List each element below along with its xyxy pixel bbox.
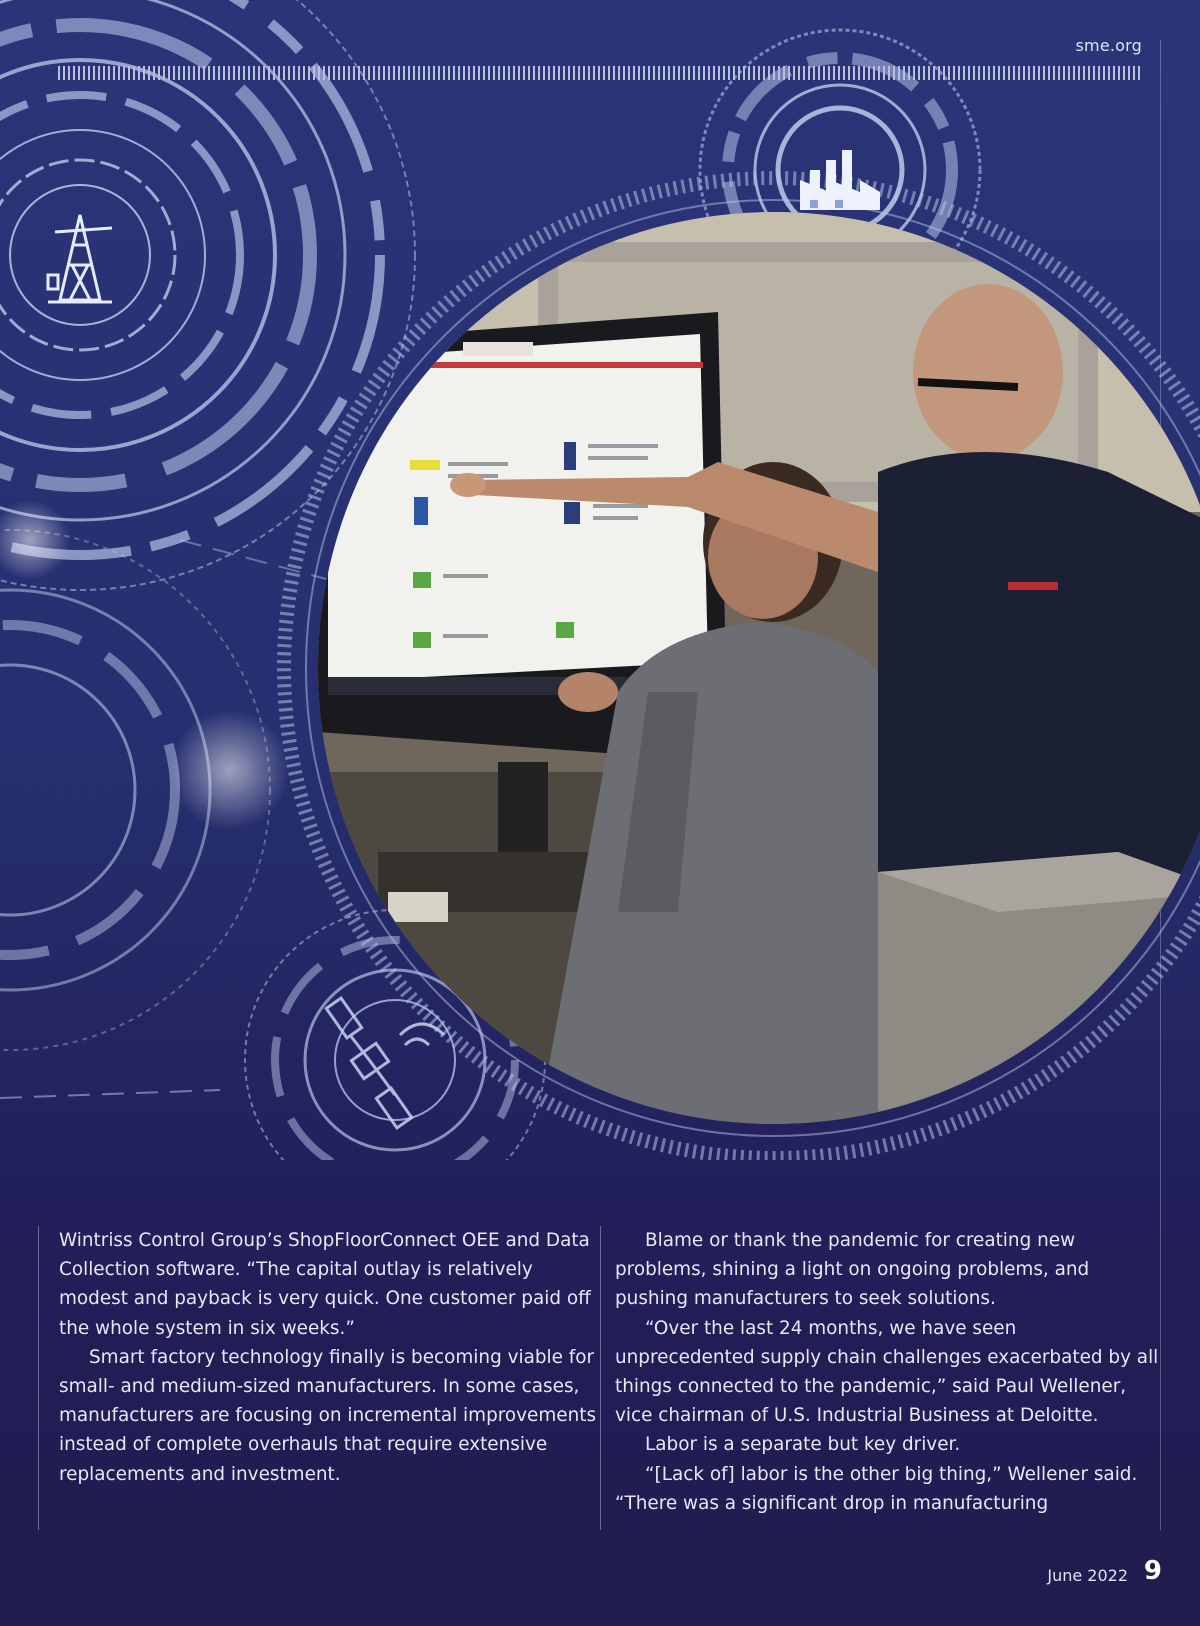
article-paragraph: Smart factory technology finally is becoming viable for small- and medium-sized manufacturers. In some cases, manufacturers are focusing on incremental improvements instead of complete overhauls that require extensive replacements and investment. [59,1346,597,1485]
article-paragraph: “[Lack of] labor is the other big thing,” Wellener said. “There was a significant drop in manufacturing [615,1463,1138,1514]
photo-illustration [318,212,1200,1124]
article-paragraph: Blame or thank the pandemic for creating new problems, shining a light on ongoing problems, and pushing manufacturers to seek solutions. [615,1230,1090,1310]
oil-derrick-icon [48,215,112,302]
article-column-right [600,1226,1160,1530]
site-url: sme.org [1075,36,1142,55]
article-paragraph: Wintriss Control Group’s ShopFloorConnect OEE and Data Collection software. “The capital outlay is relatively modest and payback is very quick. One customer paid off the whole system in six weeks.” [59,1230,591,1339]
article-column-left [38,1226,602,1530]
page-number: 9 [1143,1556,1162,1586]
article-paragraph: “Over the last 24 months, we have seen unprecedented supply chain challenges exacerbated by all things connected to the pandemic,” said Paul Wellener, vice chairman of U.S. Industrial Business at Deloitte. [615,1317,1159,1427]
article-photo [318,212,1200,1124]
article-paragraph: Labor is a separate but key driver. [645,1434,961,1456]
issue-date: June 2022 [1047,1566,1128,1585]
article-body [38,1226,1162,1530]
